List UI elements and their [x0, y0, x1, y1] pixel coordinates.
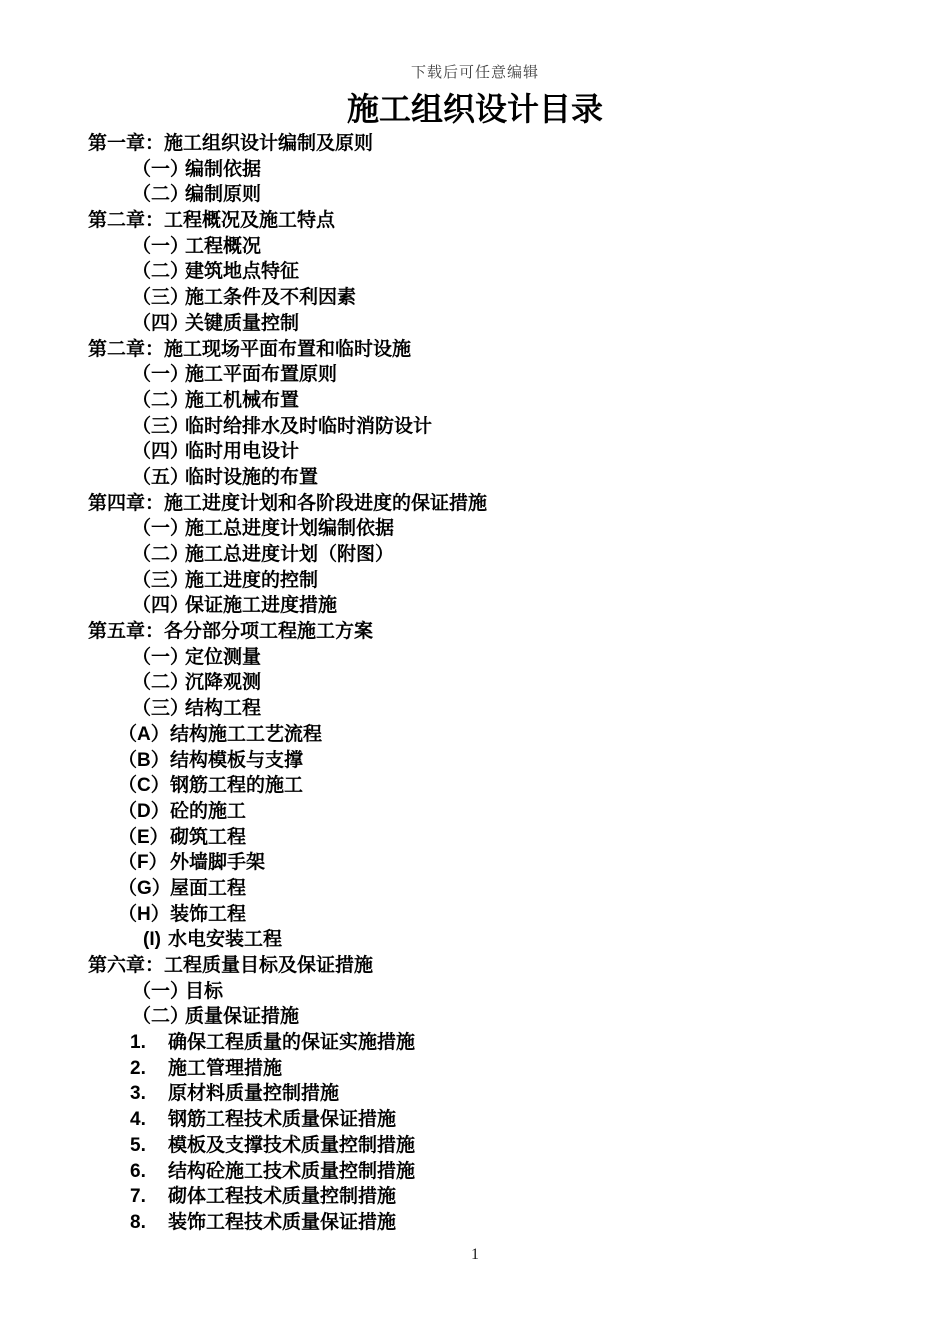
toc-entry-number: （三）	[132, 287, 190, 309]
toc-entry-text: 施工总进度计划（附图）	[185, 544, 395, 565]
toc-entry-text: 第二章：施工现场平面布置和临时设施	[88, 338, 412, 360]
toc-entry-text: 关键质量控制	[185, 312, 300, 334]
toc-entry	[88, 825, 920, 851]
toc-entry	[88, 927, 920, 953]
toc-entry	[88, 285, 920, 311]
toc-entry-number: （D）	[118, 800, 170, 822]
toc-entry-number: （E）	[118, 826, 169, 848]
toc-entry-number: （三）	[132, 415, 190, 437]
toc-entry-text: 定位测量	[185, 646, 262, 668]
toc-entry-text: 原材料质量控制措施	[168, 1083, 340, 1105]
toc-entry-number: （H）	[118, 903, 170, 925]
toc-entry-text: 第六章：工程质量目标及保证措施	[88, 955, 374, 976]
toc-entry-text: 第一章：施工组织设计编制及原则	[88, 133, 374, 154]
toc-entry	[88, 645, 920, 671]
toc-entry	[88, 337, 920, 363]
toc-entry-text: 建筑地点特征	[185, 261, 300, 283]
toc-entry	[88, 876, 920, 902]
toc-entry-text: 砌体工程技术质量控制措施	[168, 1186, 397, 1208]
toc-entry-number: 3.	[130, 1083, 146, 1105]
toc-entry	[88, 902, 920, 928]
toc-entry-text: 沉降观测	[185, 672, 262, 694]
toc-entry-number: （C）	[118, 775, 170, 797]
watermark-text: 下载后可任意编辑	[410, 65, 539, 81]
toc-entry	[88, 259, 920, 285]
toc-entry-number: 1.	[130, 1032, 146, 1054]
toc-entry-number: （二）	[132, 672, 190, 694]
toc-entry-text: 施工条件及不利因素	[185, 287, 357, 309]
toc-entry-text: 砼的施工	[170, 800, 247, 822]
toc-entry-text: 临时用电设计	[185, 441, 300, 463]
toc-entry-text: 编制依据	[185, 158, 262, 180]
toc-entry-text: 结构砼施工技术质量控制措施	[168, 1160, 416, 1182]
toc-entry-number: 7.	[130, 1186, 146, 1208]
toc-entry-text: 保证施工进度措施	[185, 595, 338, 617]
page-number: 1	[471, 1246, 479, 1263]
toc-entry	[88, 593, 920, 619]
toc-entry-text: 外墙脚手架	[170, 852, 266, 874]
toc-entry	[88, 1030, 920, 1056]
toc-entry-text: 第四章：施工进度计划和各阶段进度的保证措施	[88, 492, 488, 514]
toc-entry-number: 5.	[130, 1134, 146, 1156]
toc-entry	[88, 516, 920, 542]
toc-entry	[88, 1004, 920, 1030]
toc-entry-text: 临时设施的布置	[185, 466, 319, 488]
toc-entry	[88, 1107, 920, 1133]
toc-entry-number: （B）	[118, 749, 170, 771]
toc-entry	[88, 1159, 920, 1185]
toc-entry-text: 施工总进度计划编制依据	[185, 518, 395, 540]
toc-entry-number: （F）	[118, 852, 168, 874]
toc-entry	[88, 979, 920, 1005]
toc-entry	[88, 439, 920, 465]
toc-entry-text: 装饰工程技术质量保证措施	[168, 1211, 397, 1233]
toc-entry-text: 钢筋工程的施工	[170, 775, 304, 797]
toc-entry	[88, 234, 920, 260]
toc-entry	[88, 953, 920, 979]
toc-entry-text: 工程概况	[185, 235, 262, 257]
page-title: 施工组织设计目录	[346, 91, 603, 127]
toc-entry-number: （五）	[132, 466, 190, 488]
toc-entry-number: （三）	[132, 698, 190, 720]
toc-entry	[88, 311, 920, 337]
toc-entry-number: （一）	[132, 518, 190, 540]
toc-entry	[88, 748, 920, 774]
toc-entry-text: 结构模板与支撑	[170, 749, 304, 771]
toc-entry	[88, 1210, 920, 1236]
toc-entry-text: 确保工程质量的保证实施措施	[168, 1032, 416, 1054]
toc-list	[88, 131, 920, 1236]
toc-entry	[88, 414, 920, 440]
toc-entry-number: （四）	[132, 441, 190, 463]
toc-entry	[88, 465, 920, 491]
toc-entry	[88, 799, 920, 825]
toc-entry	[88, 491, 920, 517]
toc-entry-number: （二）	[132, 389, 190, 411]
toc-entry-number: （一）	[132, 364, 190, 386]
toc-entry-number: （二）	[132, 544, 190, 565]
toc-entry	[88, 568, 920, 594]
toc-entry-number: 6.	[130, 1160, 146, 1182]
toc-entry	[88, 131, 920, 157]
toc-entry-number: （四）	[132, 595, 190, 617]
toc-entry	[88, 850, 920, 876]
toc-entry	[88, 670, 920, 696]
toc-entry-number: （二）	[132, 1006, 190, 1028]
toc-entry-text: 施工管理措施	[168, 1057, 283, 1079]
toc-entry	[88, 1056, 920, 1082]
toc-entry-number: (I)	[143, 929, 161, 951]
toc-entry-number: （二）	[132, 184, 190, 206]
toc-entry-text: 砌筑工程	[170, 826, 247, 848]
toc-entry-number: （二）	[132, 261, 190, 283]
toc-entry	[88, 388, 920, 414]
toc-entry-number: 2.	[130, 1057, 146, 1079]
toc-entry-text: 屋面工程	[170, 877, 247, 899]
toc-entry-text: 临时给排水及时临时消防设计	[185, 415, 433, 437]
toc-entry	[88, 696, 920, 722]
toc-entry	[88, 722, 920, 748]
toc-entry	[88, 619, 920, 645]
toc-entry-number: （A）	[118, 723, 170, 745]
toc-entry-text: 施工机械布置	[185, 389, 300, 411]
toc-entry-text: 第五章：各分部分项工程施工方案	[88, 621, 374, 643]
toc-entry-text: 结构工程	[185, 698, 262, 720]
toc-entry-number: 4.	[130, 1109, 146, 1131]
toc-entry-text: 钢筋工程技术质量保证措施	[168, 1109, 397, 1131]
toc-entry-number: （一）	[132, 158, 190, 180]
toc-entry-text: 施工平面布置原则	[185, 364, 338, 386]
toc-entry	[88, 542, 920, 568]
toc-entry	[88, 1133, 920, 1159]
toc-entry-text: 施工进度的控制	[185, 569, 319, 591]
toc-entry	[88, 182, 920, 208]
toc-entry-text: 模板及支撑技术质量控制措施	[168, 1134, 416, 1156]
toc-entry-number: 8.	[130, 1211, 146, 1233]
toc-entry	[88, 362, 920, 388]
toc-entry-number: （三）	[132, 569, 190, 591]
toc-entry-text: 质量保证措施	[185, 1006, 300, 1028]
toc-entry-text: 编制原则	[185, 184, 262, 206]
toc-entry-number: （一）	[132, 646, 190, 668]
toc-entry-text: 水电安装工程	[168, 929, 283, 951]
toc-entry	[88, 773, 920, 799]
toc-entry	[88, 157, 920, 183]
toc-entry-number: （四）	[132, 312, 190, 334]
toc-entry	[88, 1081, 920, 1107]
toc-entry-text: 结构施工工艺流程	[170, 723, 323, 745]
toc-entry-number: （G）	[118, 877, 171, 899]
toc-entry-text: 第二章：工程概况及施工特点	[88, 210, 336, 232]
toc-entry-number: （一）	[132, 980, 190, 1002]
toc-entry-number: （一）	[132, 235, 190, 257]
toc-entry-text: 装饰工程	[170, 903, 247, 925]
toc-entry-text: 目标	[185, 980, 224, 1002]
toc-entry	[88, 1184, 920, 1210]
toc-entry	[88, 208, 920, 234]
